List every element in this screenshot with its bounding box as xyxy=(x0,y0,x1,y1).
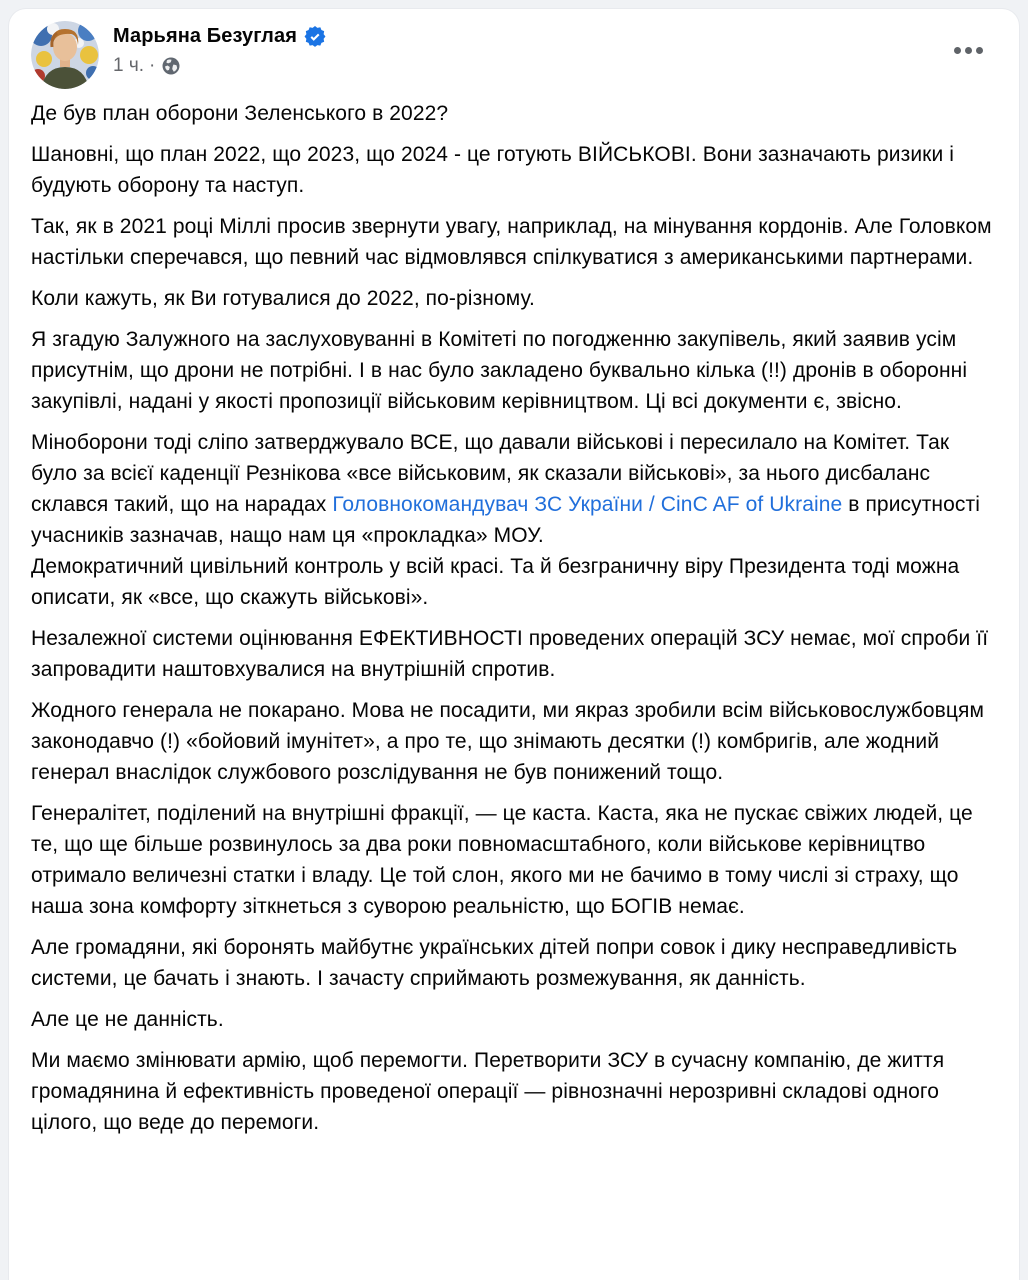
post-paragraph xyxy=(31,139,999,201)
post-text: Але це не данність. xyxy=(31,1008,224,1031)
header-text xyxy=(113,21,326,77)
more-options-button[interactable] xyxy=(948,41,989,60)
avatar[interactable] xyxy=(31,21,99,89)
three-dots-icon xyxy=(976,47,983,54)
post-text: Ми маємо змінювати армію, щоб перемогти. Перетворити ЗСУ в сучасну компанію, де життя громадянина й ефективність проведеної операції — рівнозначні нерозривні складові одного цілого, що веде до перемоги. xyxy=(31,1049,945,1134)
post-paragraph xyxy=(31,283,999,314)
post-paragraph xyxy=(31,798,999,922)
three-dots-icon xyxy=(954,47,961,54)
post-text: Міноборони тоді сліпо затверджувало ВСЕ, що давали військові і пересилало на Комітет. Так було за всієї каденції Резнікова «все військовим, як сказали військові», за нього дисбаланс склався такий, що на нарадах xyxy=(31,431,950,516)
post-text: Так, як в 2021 році Міллі просив звернути увагу, наприклад, на мінування кордонів. Але Головком настільки сперечався, що певний час відмовлявся спілкуватися з американськими партнерами. xyxy=(31,215,992,269)
post-text: Генералітет, поділений на внутрішні фракції, — це каста. Каста, яка не пускає свіжих людей, це те, що ще більше розвинулось за два роки повномасштабного, коли військове керівництво отримало величезні статки і владу. Це той слон, якого ми не бачимо в тому числі зі страху, що наша зона комфорту зіткнеться з суворою реальністю, що БОГІВ немає. xyxy=(31,802,973,918)
post-text: Я згадую Залужного на заслуховуванні в Комітеті по погодженню закупівель, який заявив усім присутнім, що дрони не потрібні. І в нас було закладено буквально кілька (!!) дронів в оборонні закупівлі, надані у якості пропозиції військовим керівництвом. Ці всі документи є, звісно. xyxy=(31,328,968,413)
post-text: Демократичний цивільний контроль у всій красі. Та й безграничну віру Президента тоді можна описати, як «все, що скажуть військові». xyxy=(31,555,960,609)
verified-badge-icon xyxy=(304,26,326,48)
post-paragraph xyxy=(31,427,999,613)
author-name[interactable]: Марьяна Безуглая xyxy=(113,25,297,47)
post-text: Жодного генерала не покарано. Мова не посадити, ми якраз зробили всім військовослужбовцям законодавчо (!) «бойовий імунітет», а про те, що знімають десятки (!) комбригів, але жодний генерал внаслідок службового розслідування не був понижений тощо. xyxy=(31,699,985,784)
profile-photo xyxy=(31,21,99,89)
post-paragraph xyxy=(31,324,999,417)
timestamp[interactable]: 1 ч. xyxy=(113,55,145,76)
post-text: Незалежної системи оцінювання ЕФЕКТИВНОСТІ проведених операцій ЗСУ немає, мої спроби її запровадити наштовхувалися на внутрішній спротив. xyxy=(31,627,989,681)
post-header xyxy=(31,21,997,89)
post-paragraph xyxy=(31,623,999,685)
post-paragraph xyxy=(31,98,999,129)
post-text: Але громадяни, які боронять майбутнє українських дітей попри совок і дику несправедливість системи, це бачать і знають. І зачасту сприймають розмежування, як данність. xyxy=(31,936,958,990)
post-meta xyxy=(113,55,326,77)
globe-icon xyxy=(162,57,180,75)
post-text: Де був план оборони Зеленського в 2022? xyxy=(31,102,449,125)
post-text: в присутності учасників зазначав, нащо нам ця «прокладка» МОУ. xyxy=(31,493,980,547)
post-paragraph xyxy=(31,211,999,273)
post-body xyxy=(31,98,999,1138)
post-text: Шановні, що план 2022, що 2023, що 2024 - це готують ВІЙСЬКОВІ. Вони зазначають ризики і будують оборону та наступ. xyxy=(31,143,954,197)
post-paragraph xyxy=(31,695,999,788)
name-row xyxy=(113,25,326,48)
post-text: Коли кажуть, як Ви готувалися до 2022, по-різному. xyxy=(31,287,535,310)
meta-separator: · xyxy=(149,55,156,76)
post-link[interactable]: Головнокомандувач ЗС України / CinC AF of Ukraine xyxy=(332,493,843,516)
post-paragraph xyxy=(31,1004,999,1035)
post-card xyxy=(8,8,1020,1280)
post-paragraph xyxy=(31,1045,999,1138)
three-dots-icon xyxy=(965,47,972,54)
post-paragraph xyxy=(31,932,999,994)
